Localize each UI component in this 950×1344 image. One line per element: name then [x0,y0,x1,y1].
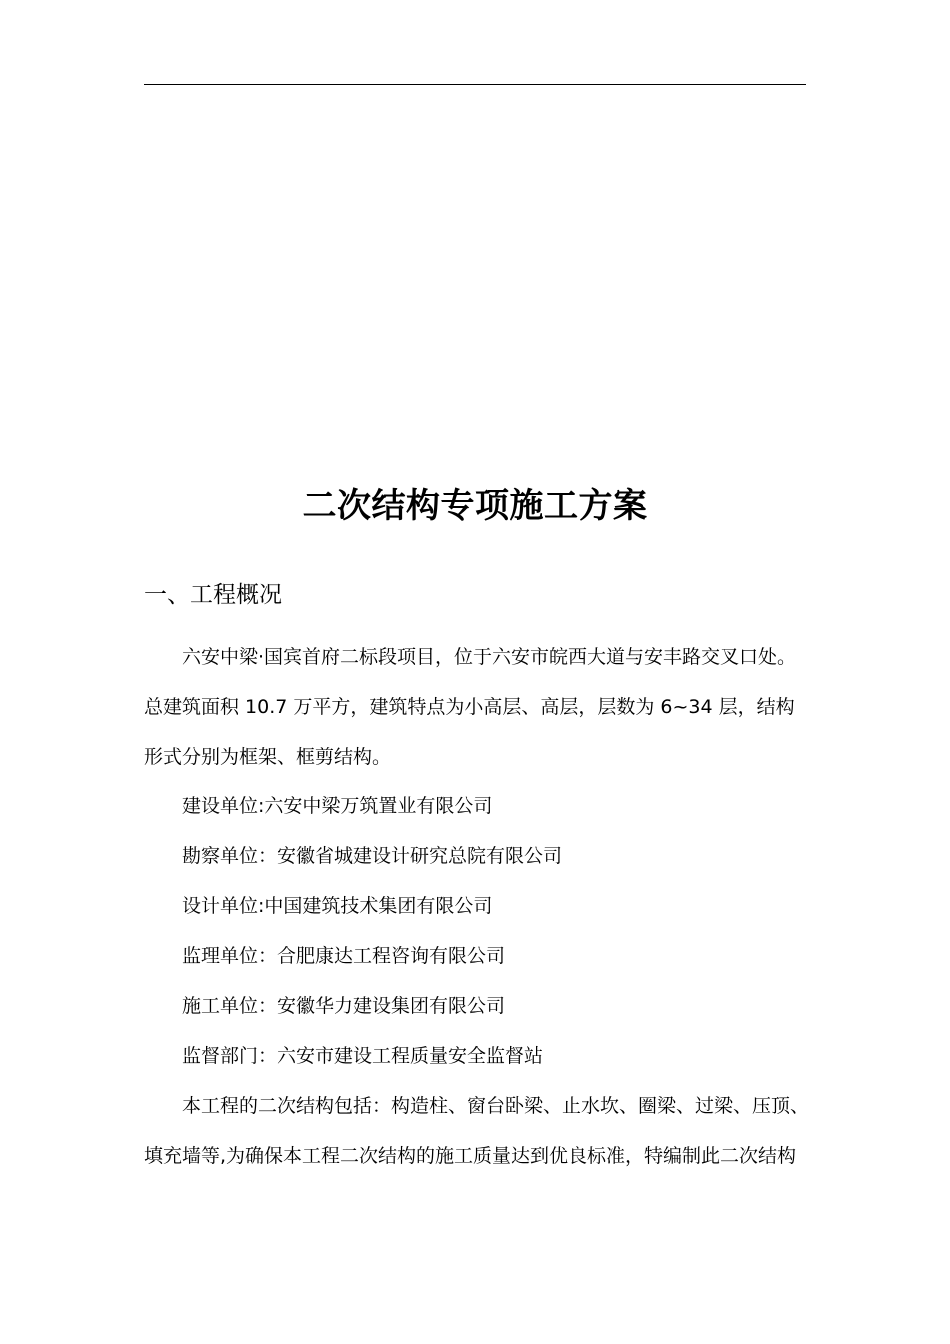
design-unit: 设计单位:中国建筑技术集团有限公司 [182,895,493,917]
survey-unit: 勘察单位：安徽省城建设计研究总院有限公司 [182,845,563,867]
section-heading: 一、工程概况 [144,582,282,608]
construction-unit: 建设单位:六安中梁万筑置业有限公司 [182,795,493,817]
overview-line-1: 六安中梁·国宾首府二标段项目，位于六安市皖西大道与安丰路交叉口处。 [182,646,797,668]
overview-line-2: 总建筑面积 10.7 万平方，建筑特点为小高层、高层，层数为 6~34 层，结构 [144,696,795,718]
scope-line-1: 本工程的二次结构包括：构造柱、窗台卧梁、止水坎、圈梁、过梁、压顶、 [182,1095,810,1117]
supervision-unit: 监理单位：合肥康达工程咨询有限公司 [182,945,506,967]
supervising-department: 监督部门：六安市建设工程质量安全监督站 [182,1045,544,1067]
document-title: 二次结构专项施工方案 [302,486,648,526]
header-rule [144,84,806,85]
contractor-unit: 施工单位：安徽华力建设集团有限公司 [182,995,506,1017]
overview-line-3: 形式分别为框架、框剪结构。 [144,746,392,768]
scope-line-2: 填充墙等,为确保本工程二次结构的施工质量达到优良标准，特编制此二次结构 [144,1145,797,1167]
